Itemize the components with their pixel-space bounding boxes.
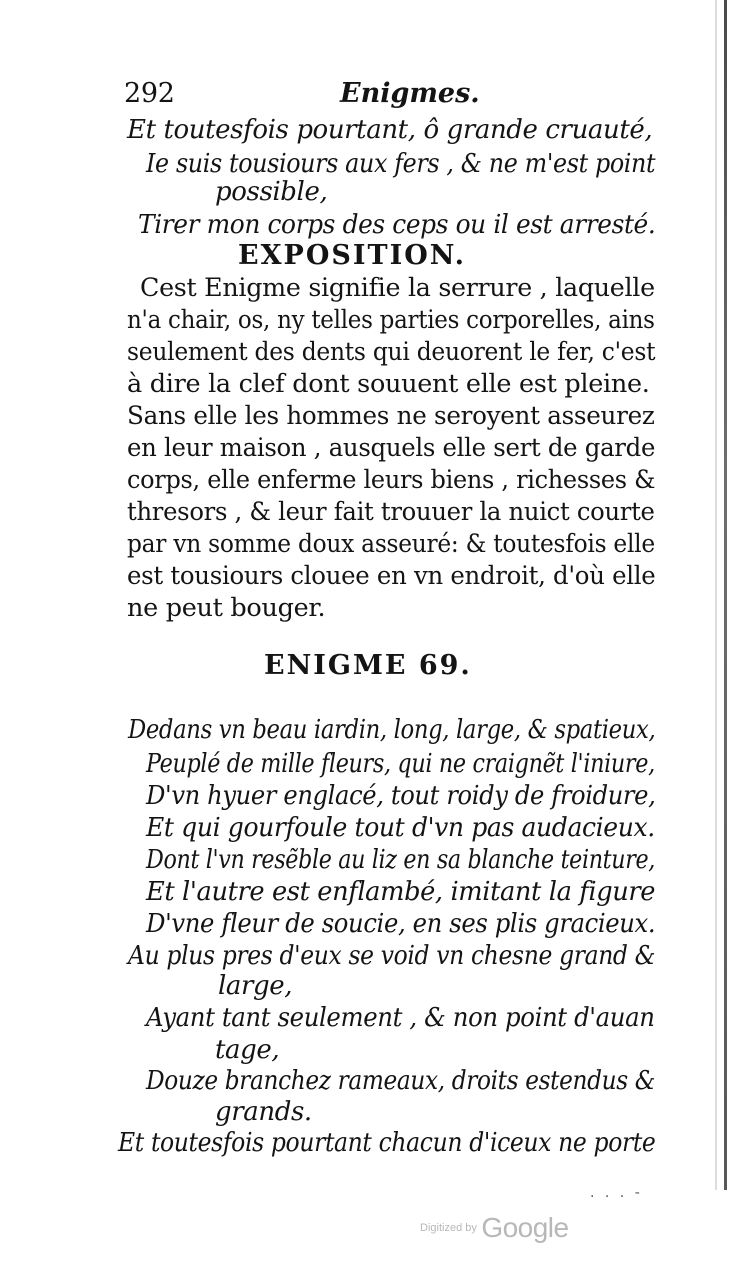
verse-line: Ie suis tousiours aux fers , & ne m'est point <box>146 149 656 179</box>
verse-line: large, <box>218 971 293 1001</box>
verse-line: Dont l'vn resẽble au liz en sa blanche teinture, <box>146 845 655 875</box>
prose-line: n'a chair, os, ny telles parties corporelles, ains <box>127 305 655 335</box>
prose-line: seulement des dents qui deuorent le fer, c'est <box>127 337 656 367</box>
enigme-heading: ENIGME 69. <box>264 650 472 681</box>
exposition-heading: EXPOSITION. <box>238 240 467 271</box>
prose-line: par vn somme doux asseuré: & toutesfois elle <box>127 529 655 559</box>
verse-line: Tirer mon corps des ceps ou il est arresté. <box>138 210 656 240</box>
verse-line: Et toutesfois pourtant chacun d'iceux ne porte <box>118 1128 656 1158</box>
verse-line: Au plus pres d'eux se void vn chesne grand & <box>128 941 656 971</box>
prose-line: est tousiours clouee en vn endroit, d'où elle <box>127 561 656 591</box>
verse-line: grands. <box>215 1097 312 1127</box>
prose-line: Sans elle les hommes ne seroyent asseurez <box>127 401 655 431</box>
verse-line: Et l'autre est enflambé, imitant la figure <box>146 877 656 907</box>
print-specks: . . . - <box>590 1185 643 1201</box>
running-title: Enigmes. <box>340 78 480 109</box>
google-logo: Google <box>481 1212 569 1243</box>
verse-line: tage, <box>215 1035 280 1065</box>
prose-line: à dire la clef dont souuent elle est pleine. <box>127 369 650 399</box>
verse-line: D'vn hyuer englacé, tout roidy de froidure, <box>146 781 656 811</box>
verse-line: Et qui gourfoule tout d'vn pas audacieux. <box>146 813 655 843</box>
digitized-by-label: Digitized by <box>420 1222 477 1234</box>
prose-line: en leur maison , ausquels elle sert de garde <box>127 433 656 463</box>
prose-line: ne peut bouger. <box>127 593 326 623</box>
prose-line: thresors , & leur fait trouuer la nuict courte <box>127 497 655 527</box>
verse-line: Peuplé de mille fleurs, qui ne craignẽt l'iniure, <box>146 749 655 779</box>
digitized-footer <box>420 1212 569 1244</box>
verse-line: Dedans vn beau iardin, long, large, & spatieux, <box>128 715 656 745</box>
verse-line: Ayant tant seulement , & non point d'auan <box>146 1003 655 1033</box>
verse-line: Douze branchez rameaux, droits estendus & <box>146 1066 656 1096</box>
verse-line: D'vne fleur de soucie, en ses plis gracieux. <box>146 909 656 939</box>
page-number: 292 <box>124 78 175 109</box>
prose-line: corps, elle enferme leurs biens , richesses & <box>127 465 656 495</box>
verse-line: Et toutesfois pourtant, ô grande cruauté, <box>127 115 653 145</box>
verse-line: possible, <box>215 177 328 207</box>
prose-line: Cest Enigme signifie la serrure , laquelle <box>140 273 655 303</box>
